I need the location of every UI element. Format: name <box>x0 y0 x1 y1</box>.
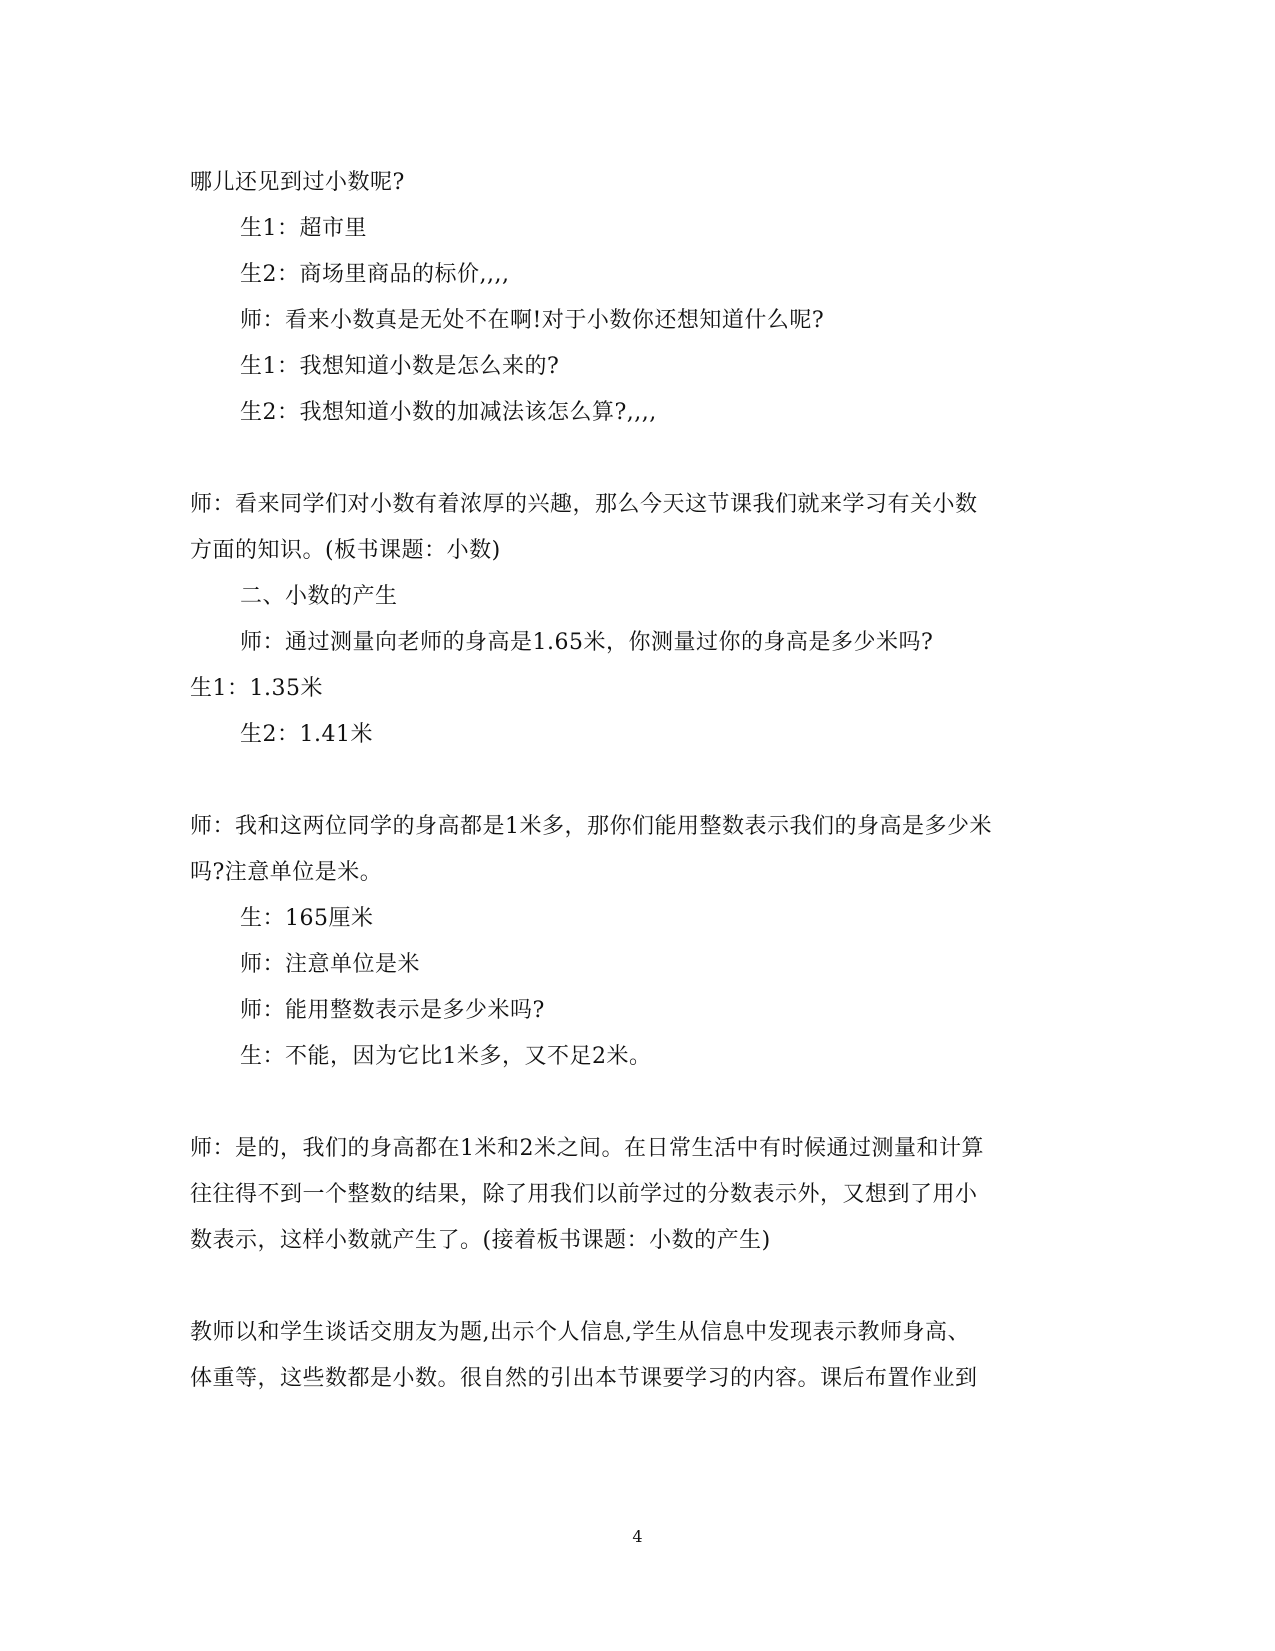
text-line: 体重等，这些数都是小数。很自然的引出本节课要学习的内容。课后布置作业到 <box>190 1366 978 1391</box>
text-line: 往往得不到一个整数的结果，除了用我们以前学过的分数表示外，又想到了用小 <box>190 1182 978 1207</box>
text-line: 生2：1.41米 <box>240 722 373 747</box>
text-line: 数表示，这样小数就产生了。(接着板书课题：小数的产生) <box>190 1228 771 1253</box>
text-line: 哪儿还见到过小数呢? <box>190 170 405 195</box>
text-line: 生：165厘米 <box>240 906 374 931</box>
page-number: 4 <box>632 1527 643 1546</box>
text-line: 师：通过测量向老师的身高是1.65米，你测量过你的身高是多少米吗? <box>240 630 934 655</box>
text-line: 师：是的，我们的身高都在1米和2米之间。在日常生活中有时候通过测量和计算 <box>190 1136 984 1161</box>
text-line: 生1：超市里 <box>240 216 367 241</box>
text-line: 生1：1.35米 <box>190 676 323 701</box>
text-line: 师：看来小数真是无处不在啊!对于小数你还想知道什么呢? <box>240 308 825 333</box>
text-line: 师：看来同学们对小数有着浓厚的兴趣，那么今天这节课我们就来学习有关小数 <box>190 492 978 517</box>
text-line: 师：注意单位是米 <box>240 952 421 977</box>
text-line: 师：能用整数表示是多少米吗? <box>240 998 545 1023</box>
text-line: 师：我和这两位同学的身高都是1米多，那你们能用整数表示我们的身高是多少米 <box>190 814 992 839</box>
text-line: 教师以和学生谈话交朋友为题,出示个人信息,学生从信息中发现表示教师身高、 <box>190 1320 970 1345</box>
text-line: 吗?注意单位是米。 <box>190 860 383 885</box>
text-line: 方面的知识。(板书课题：小数) <box>190 538 501 563</box>
section-heading: 二、小数的产生 <box>240 584 398 609</box>
text-line: 生2：商场里商品的标价,,,, <box>240 262 510 287</box>
text-line: 生2：我想知道小数的加减法该怎么算?,,,, <box>240 400 657 425</box>
text-line: 生：不能，因为它比1米多，又不足2米。 <box>240 1044 652 1069</box>
text-line: 生1：我想知道小数是怎么来的? <box>240 354 560 379</box>
